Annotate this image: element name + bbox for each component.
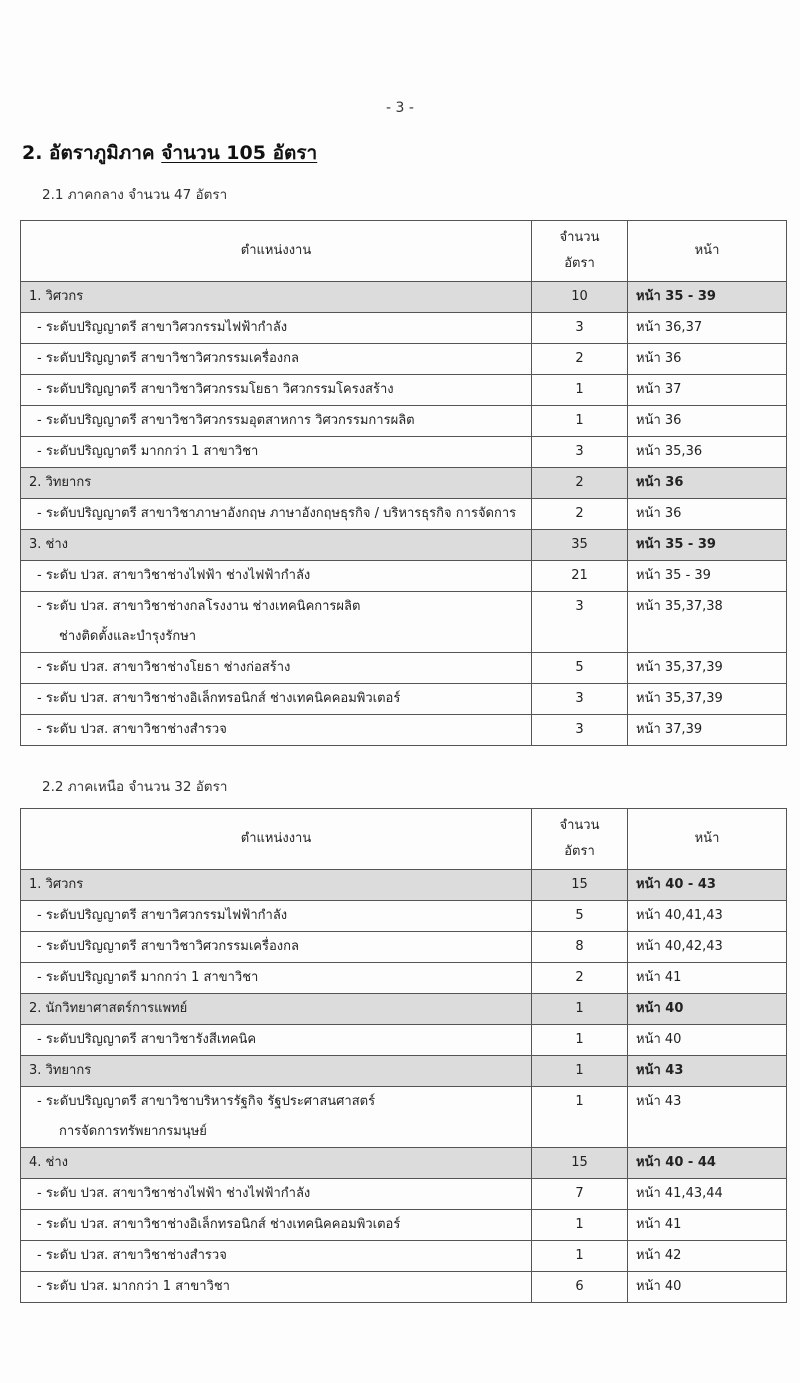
- count-cell: 3: [532, 592, 628, 653]
- table-row: [21, 684, 787, 715]
- header-position: ตำแหน่งงาน: [21, 221, 532, 282]
- header-count: จำนวน อัตรา: [532, 221, 628, 282]
- position-label: 2. นักวิทยาศาสตร์การแพทย์: [21, 994, 532, 1025]
- count-cell: 1: [532, 375, 628, 406]
- count-cell: 3: [532, 313, 628, 344]
- pages-cell: หน้า 40: [628, 1272, 787, 1303]
- position-label: - ระดับปริญญาตรี สาขาวิชาภาษาอังกฤษ ภาษาอังกฤษธุรกิจ / บริหารธุรกิจ การจัดการ: [21, 499, 532, 530]
- table-row: [21, 592, 787, 653]
- position-label: - ระดับปริญญาตรี สาขาวิชาวิศวกรรมเครื่องกล: [21, 344, 532, 375]
- pages-cell: หน้า 41: [628, 1210, 787, 1241]
- pages-cell: หน้า 36: [628, 406, 787, 437]
- position-label: 1. วิศวกร: [21, 870, 532, 901]
- header-pages: หน้า: [628, 809, 787, 870]
- position-label: 2. วิทยากร: [21, 468, 532, 499]
- count-cell: 1: [532, 1210, 628, 1241]
- pages-cell: หน้า 35,37,39: [628, 653, 787, 684]
- table-row: [21, 1210, 787, 1241]
- table-row: [21, 561, 787, 592]
- position-label: - ระดับปริญญาตรี สาขาวิชาวิศวกรรมเครื่องกล: [21, 932, 532, 963]
- position-label: - ระดับ ปวส. สาขาวิชาช่างสำรวจ: [21, 715, 532, 746]
- pages-cell: หน้า 43: [628, 1087, 787, 1148]
- table-row: [21, 344, 787, 375]
- table-row: [21, 653, 787, 684]
- position-label: 3. วิทยากร: [21, 1056, 532, 1087]
- pages-cell: หน้า 37,39: [628, 715, 787, 746]
- pages-cell: หน้า 41: [628, 963, 787, 994]
- category-row: [21, 468, 787, 499]
- position-label: - ระดับปริญญาตรี มากกว่า 1 สาขาวิชา: [21, 963, 532, 994]
- table-row: [21, 375, 787, 406]
- pages-cell: หน้า 36: [628, 344, 787, 375]
- table-row: [21, 1025, 787, 1056]
- count-cell: 1: [532, 1241, 628, 1272]
- subsection-title-north: 2.2 ภาคเหนือ จำนวน 32 อัตรา: [42, 779, 228, 795]
- header-position: ตำแหน่งงาน: [21, 809, 532, 870]
- north-region-table: [20, 808, 787, 1303]
- central-region-table: [20, 220, 787, 746]
- table-row: [21, 406, 787, 437]
- count-cell: 2: [532, 963, 628, 994]
- count-cell: 21: [532, 561, 628, 592]
- pages-cell: หน้า 36: [628, 499, 787, 530]
- count-cell: 1: [532, 1087, 628, 1148]
- table-row: [21, 1179, 787, 1210]
- table-row: [21, 932, 787, 963]
- pages-cell: หน้า 35,37,39: [628, 684, 787, 715]
- pages-cell: หน้า 35 - 39: [628, 530, 787, 561]
- pages-cell: หน้า 40: [628, 1025, 787, 1056]
- count-cell: 7: [532, 1179, 628, 1210]
- heading-prefix: 2. อัตราภูมิภาค: [22, 142, 162, 164]
- position-label: 4. ช่าง: [21, 1148, 532, 1179]
- page-number: - 3 -: [386, 100, 414, 116]
- header-pages: หน้า: [628, 221, 787, 282]
- table-row: [21, 1272, 787, 1303]
- pages-cell: หน้า 35 - 39: [628, 282, 787, 313]
- subsection-title-central: 2.1 ภาคกลาง จำนวน 47 อัตรา: [42, 187, 228, 203]
- count-cell: 15: [532, 870, 628, 901]
- position-label: - ระดับปริญญาตรี สาขาวิชารังสีเทคนิค: [21, 1025, 532, 1056]
- position-label: 3. ช่าง: [21, 530, 532, 561]
- position-label: - ระดับ ปวส. สาขาวิชาช่างสำรวจ: [21, 1241, 532, 1272]
- table-row: [21, 1241, 787, 1272]
- count-cell: 15: [532, 1148, 628, 1179]
- position-label: - ระดับปริญญาตรี มากกว่า 1 สาขาวิชา: [21, 437, 532, 468]
- pages-cell: หน้า 42: [628, 1241, 787, 1272]
- pages-cell: หน้า 35,36: [628, 437, 787, 468]
- pages-cell: หน้า 35 - 39: [628, 561, 787, 592]
- pages-cell: หน้า 36,37: [628, 313, 787, 344]
- section-heading: [22, 138, 317, 168]
- count-cell: 5: [532, 901, 628, 932]
- position-label: - ระดับปริญญาตรี สาขาวิชาบริหารรัฐกิจ รัฐประศาสนศาสตร์ การจัดการทรัพยากรมนุษย์: [21, 1087, 532, 1148]
- position-label: - ระดับ ปวส. สาขาวิชาช่างโยธา ช่างก่อสร้าง: [21, 653, 532, 684]
- pages-cell: หน้า 36: [628, 468, 787, 499]
- position-label: - ระดับ ปวส. สาขาวิชาช่างอิเล็กทรอนิกส์ ช่างเทคนิคคอมพิวเตอร์: [21, 684, 532, 715]
- header-count: จำนวน อัตรา: [532, 809, 628, 870]
- category-row: [21, 994, 787, 1025]
- count-cell: 3: [532, 684, 628, 715]
- position-label: - ระดับปริญญาตรี สาขาวิชาวิศวกรรมโยธา วิศวกรรมโครงสร้าง: [21, 375, 532, 406]
- count-cell: 3: [532, 715, 628, 746]
- count-cell: 1: [532, 1056, 628, 1087]
- category-row: [21, 1056, 787, 1087]
- count-cell: 2: [532, 468, 628, 499]
- position-label: - ระดับ ปวส. สาขาวิชาช่างไฟฟ้า ช่างไฟฟ้ากำลัง: [21, 561, 532, 592]
- pages-cell: หน้า 35,37,38: [628, 592, 787, 653]
- count-cell: 1: [532, 1025, 628, 1056]
- position-label: - ระดับ ปวส. สาขาวิชาช่างไฟฟ้า ช่างไฟฟ้ากำลัง: [21, 1179, 532, 1210]
- heading-total: จำนวน 105 อัตรา: [161, 142, 318, 164]
- position-label: - ระดับ ปวส. สาขาวิชาช่างกลโรงงาน ช่างเทคนิคการผลิต ช่างติดตั้งและบำรุงรักษา: [21, 592, 532, 653]
- table-row: [21, 437, 787, 468]
- count-cell: 5: [532, 653, 628, 684]
- pages-cell: หน้า 40 - 43: [628, 870, 787, 901]
- position-label: - ระดับ ปวส. มากกว่า 1 สาขาวิชา: [21, 1272, 532, 1303]
- count-cell: 1: [532, 994, 628, 1025]
- category-row: [21, 1148, 787, 1179]
- category-row: [21, 282, 787, 313]
- pages-cell: หน้า 40,42,43: [628, 932, 787, 963]
- table-row: [21, 1087, 787, 1148]
- count-cell: 10: [532, 282, 628, 313]
- table-row: [21, 499, 787, 530]
- count-cell: 8: [532, 932, 628, 963]
- position-label: - ระดับ ปวส. สาขาวิชาช่างอิเล็กทรอนิกส์ ช่างเทคนิคคอมพิวเตอร์: [21, 1210, 532, 1241]
- pages-cell: หน้า 43: [628, 1056, 787, 1087]
- count-cell: 35: [532, 530, 628, 561]
- count-cell: 6: [532, 1272, 628, 1303]
- position-label: - ระดับปริญญาตรี สาขาวิศวกรรมไฟฟ้ากำลัง: [21, 313, 532, 344]
- count-cell: 2: [532, 344, 628, 375]
- pages-cell: หน้า 41,43,44: [628, 1179, 787, 1210]
- category-row: [21, 870, 787, 901]
- table-row: [21, 313, 787, 344]
- table-row: [21, 963, 787, 994]
- position-label: - ระดับปริญญาตรี สาขาวิชาวิศวกรรมอุตสาหการ วิศวกรรมการผลิต: [21, 406, 532, 437]
- position-label: 1. วิศวกร: [21, 282, 532, 313]
- pages-cell: หน้า 40 - 44: [628, 1148, 787, 1179]
- category-row: [21, 530, 787, 561]
- table-row: [21, 901, 787, 932]
- count-cell: 2: [532, 499, 628, 530]
- pages-cell: หน้า 37: [628, 375, 787, 406]
- position-label: - ระดับปริญญาตรี สาขาวิศวกรรมไฟฟ้ากำลัง: [21, 901, 532, 932]
- table-row: [21, 715, 787, 746]
- count-cell: 1: [532, 406, 628, 437]
- pages-cell: หน้า 40: [628, 994, 787, 1025]
- pages-cell: หน้า 40,41,43: [628, 901, 787, 932]
- count-cell: 3: [532, 437, 628, 468]
